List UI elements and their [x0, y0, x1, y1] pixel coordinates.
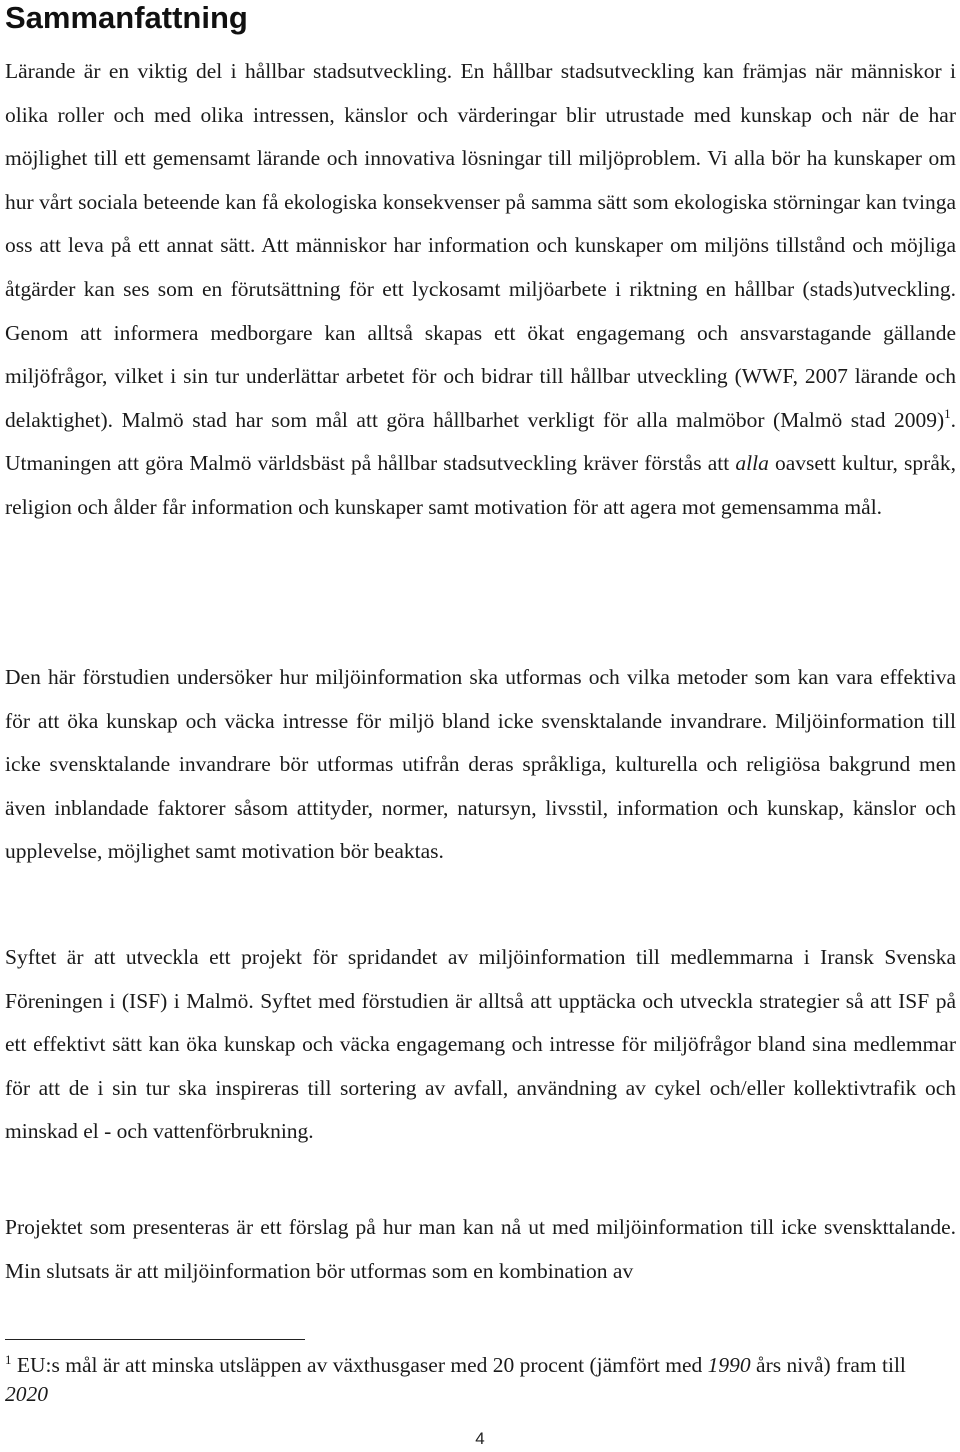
footnote-reference[interactable]: 1: [944, 405, 951, 421]
emphasis-alla: alla: [735, 451, 769, 476]
footnote: [5, 1351, 945, 1409]
paragraph-1-text-b: . Utmaningen att göra Malmö världsbäst på hållbar stadsutveckling kräver förstås att: [5, 407, 956, 476]
paragraph-4: Projektet som presenteras är ett förslag på hur man kan nå ut med miljöinformation till icke svenskttalande. Min slutsats är att miljöinformation bör utformas som en kombination av: [5, 1215, 956, 1283]
footnote-year-1990: 1990: [707, 1353, 751, 1377]
footnote-divider: [5, 1339, 305, 1340]
footnote-text-a: EU:s mål är att minska utsläppen av växthusgaser med 20 procent (jämfört med: [11, 1353, 708, 1377]
paragraph-2: Den här förstudien undersöker hur miljöinformation ska utformas och vilka metoder som kan vara effektiva för att öka kunskap och väcka intresse för miljö bland icke svensktalande invandrare. Miljöinformation till icke svensktalande invandrare bör utformas utifrån deras språkliga, kulturella och religiösa bakgrund men även inblandade faktorer såsom attityder, normer, natursyn, livsstil, information och kunskap, känslor och upplevelse, möjlighet samt motivation bör beaktas.: [5, 665, 956, 864]
paragraph-1-text-a: Lärande är en viktig del i hållbar stadsutveckling. En hållbar stadsutveckling kan främjas när människor i olika roller och med olika intressen, känslor och värderingar blir utrustade med kunskap och när de har möjlighet till ett gemensamt lärande och innovativa lösningar till miljöproblem. Vi alla bör ha kunskaper om hur vårt sociala beteende kan få ekologiska konsekvenser på samma sätt som ekologiska störningar kan tvinga oss att leva på ett annat sätt. Att människor har information och kunskaper om miljöns tillstånd och möjliga åtgärder kan ses som en förutsättning för ett lyckosamt miljöarbete i riktning en hållbar (stads)utveckling. Genom att informera medborgare kan alltså skapas ett ökat engagemang och ansvarstagande gällande miljöfrågor, vilket i sin tur underlättar arbetet för och bidrar till hållbar utveckling (WWF, 2007 lärande och delaktighet). Malmö stad har som mål att göra hållbarhet verkligt för alla malmöbor (Malmö stad 2009): [5, 59, 956, 432]
paragraph-3: Syftet är att utveckla ett projekt för spridandet av miljöinformation till medlemmarna i Iransk Svenska Föreningen i (ISF) i Malmö. Syftet med förstudien är alltså att upptäcka och utveckla strategier så att ISF på ett effektivt sätt kan öka kunskap och väcka engagemang och intresse för miljöfrågor bland sina medlemmar för att de i sin tur ska inspireras till sortering av avfall, användning av cykel och/eller kollektivtrafik och minskad el - och vattenförbrukning.: [5, 945, 956, 1144]
paragraph-1: [5, 50, 956, 530]
footnote-year-2020: 2020: [5, 1382, 48, 1406]
section-heading: Sammanfattning: [5, 0, 248, 35]
footnote-text-b: års nivå) fram till: [750, 1353, 906, 1377]
footnote-number: 1: [5, 1352, 12, 1367]
paragraph-1-text-c: oavsett kultur, språk, religion och ålder får information och kunskaper samt motivation för att agera mot gemensamma mål.: [5, 451, 956, 519]
page-number: 4: [475, 1429, 485, 1448]
